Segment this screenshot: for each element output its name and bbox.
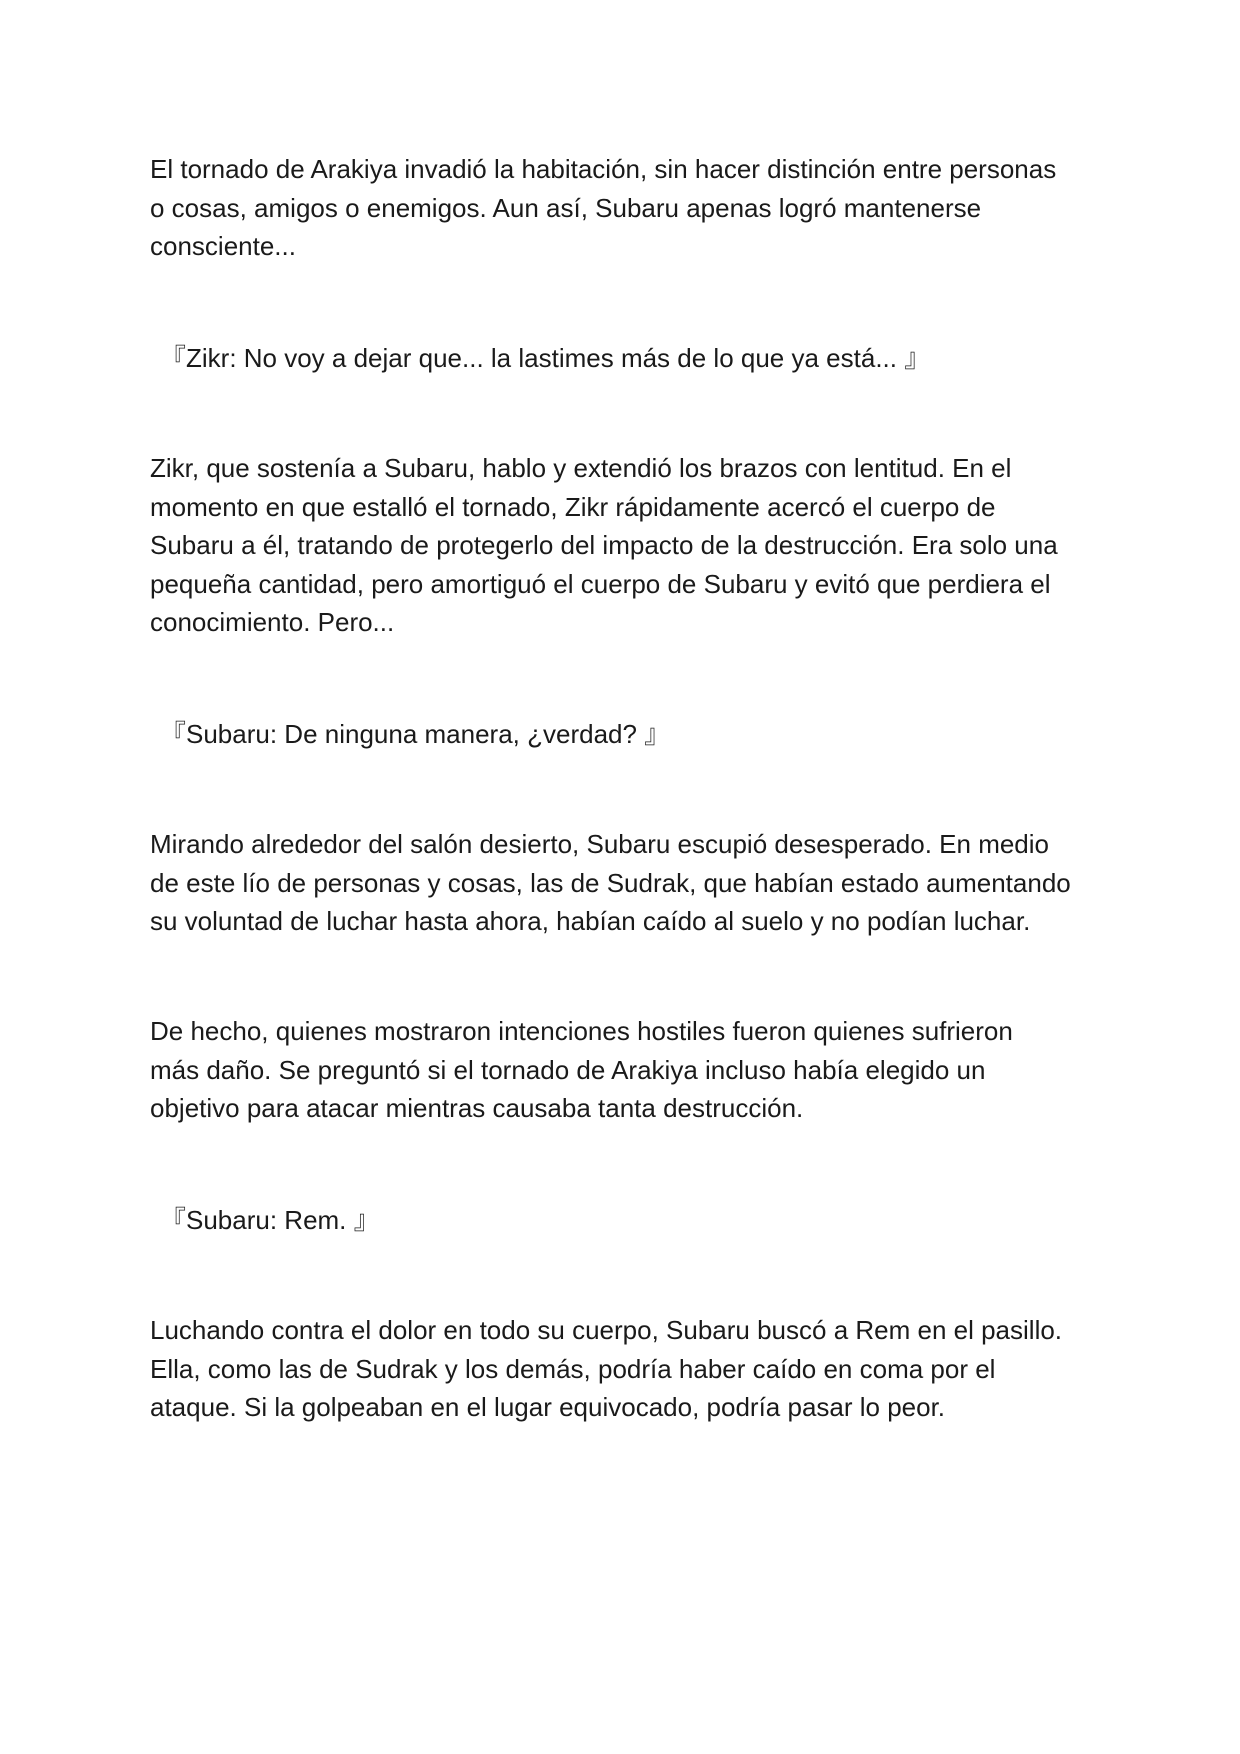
paragraph-4 [150, 1012, 1100, 1128]
paragraph-line: De hecho, quienes mostraron intenciones hostiles fueron quienes sufrieron [150, 1016, 1013, 1046]
paragraph-5 [150, 1311, 1100, 1427]
paragraph-line: pequeña cantidad, pero amortiguó el cuerpo de Subaru y evitó que perdiera el [150, 568, 1051, 599]
paragraph-line: momento en que estalló el tornado, Zikr rápidamente acercó el cuerpo de [150, 491, 996, 522]
paragraph-line: Mirando alrededor del salón desierto, Subaru escupió desesperado. En medio [150, 829, 1050, 859]
paragraph-line: Ella, como las de Sudrak y los demás, podría haber caído en coma por el [150, 1353, 996, 1384]
paragraph-line: conocimiento. Pero... [150, 607, 395, 637]
paragraph-line: Zikr, que sostenía a Subaru, hablo y extendió los brazos con lentitud. En el [150, 453, 1012, 483]
paragraph-line: objetivo para atacar mientras causaba tanta destrucción. [150, 1093, 804, 1123]
dialogue-subaru-1: 『Subaru: De ninguna manera, ¿verdad? 』 [160, 719, 671, 749]
paragraph-line: consciente... [150, 231, 296, 261]
paragraph-line: de este lío de personas y cosas, las de Sudrak, que habían estado aumentando [150, 867, 1071, 898]
paragraph-line: El tornado de Arakiya invadió la habitación, sin hacer distinción entre personas [150, 154, 1057, 184]
paragraph-3 [150, 825, 1100, 941]
dialogue-zikr: 『Zikr: No voy a dejar que... la lastimes más de lo que ya está... 』 [160, 343, 931, 373]
paragraph-line: su voluntad de luchar hasta ahora, habían caído al suelo y no podían luchar. [150, 906, 1031, 936]
paragraph-line: ataque. Si la golpeaban en el lugar equivocado, podría pasar lo peor. [150, 1392, 946, 1422]
paragraph-2 [150, 449, 1100, 642]
paragraph-line: Luchando contra el dolor en todo su cuerpo, Subaru buscó a Rem en el pasillo. [150, 1315, 1063, 1345]
paragraph-line: más daño. Se preguntó si el tornado de Arakiya incluso había elegido un [150, 1054, 986, 1085]
paragraph-line: Subaru a él, tratando de protegerlo del impacto de la destrucción. Era solo una [150, 530, 1058, 560]
dialogue-subaru-2: 『Subaru: Rem. 』 [160, 1205, 380, 1235]
paragraph-line: o cosas, amigos o enemigos. Aun así, Subaru apenas logró mantenerse [150, 192, 982, 223]
paragraph-1 [150, 150, 1100, 266]
